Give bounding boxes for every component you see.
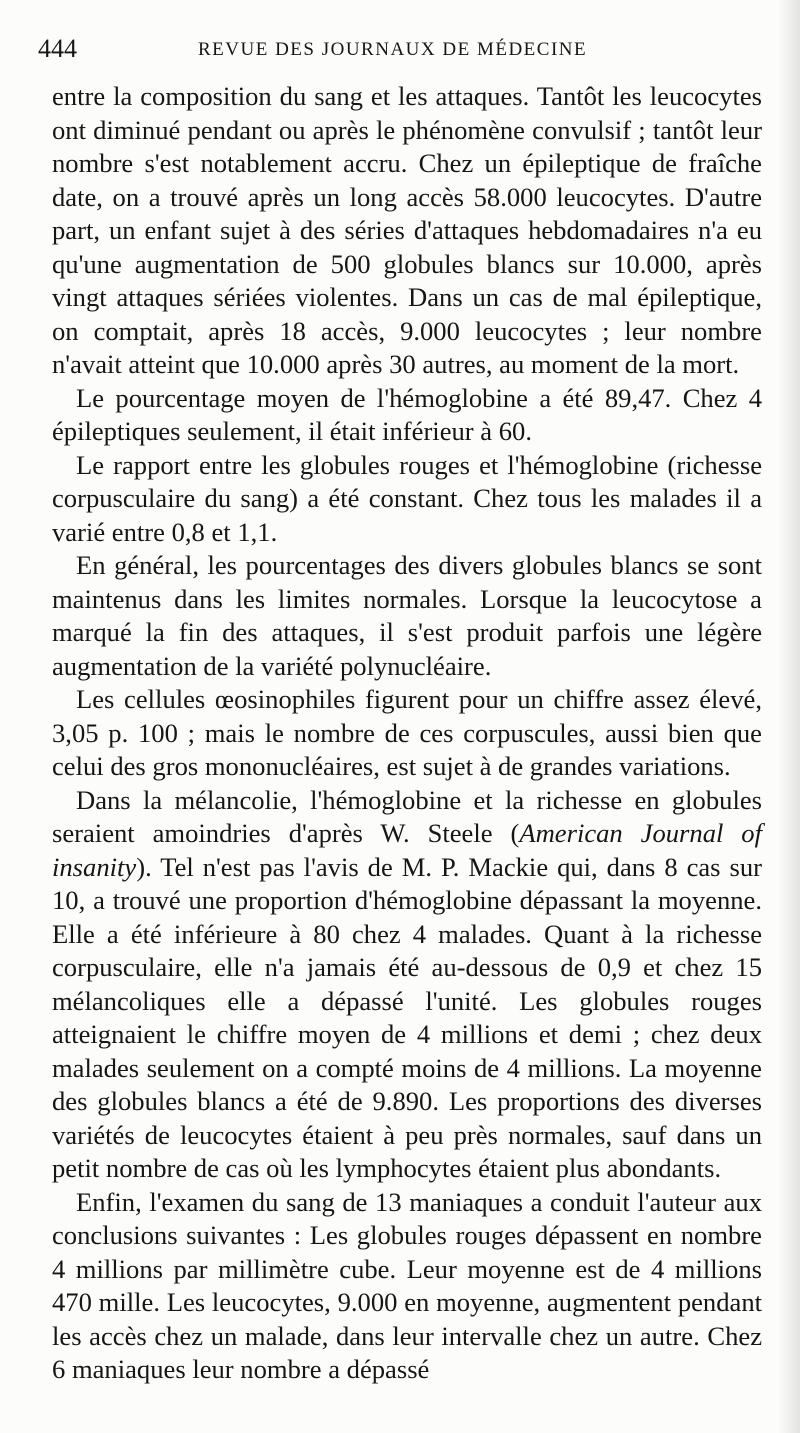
paragraph-rapport: Le rapport entre les globules rouges et l'hémoglobine (richesse corpusculaire du sang) a été constant. Chez tous les malades il a varié entre 0,8 et 1,1. — [52, 449, 762, 547]
page-edge-shadow — [778, 0, 800, 1433]
melancolie-text-end: ). Tel n'est pas l'avis de M. P. Mackie qui, dans 8 cas sur 10, a trouvé une proportion d'hémoglobine dépassant la moyenne. Elle a été inférieure à 80 chez 4 malades. Quant à la richesse corpusculaire, elle n'a jamais été au-dessous de 0,9 et chez 15 mélancoliques elle a dépassé l'unité. Les globules rouges atteignaient le chiffre moyen de 4 millions et demi ; chez deux malades seulement on a compté moins de 4 millions. La moyenne des globules blancs a été de 9.890. Les proportions des diverses variétés de leucocytes étaient à peu près normales, sauf dans un petit nombre de cas où les lymphocytes étaient plus abondants. — [52, 851, 762, 1183]
paragraph-continuation: entre la composition du sang et les attaques. Tantôt les leucocytes ont diminué pendant ou après le phénomène convulsif ; tantôt leur nombre s'est notablement accru. Chez un épileptique de fraîche date, on a trouvé après un long accès 58.000 leucocytes. D'autre part, un enfant sujet à des séries d'attaques hebdomadaires n'a eu qu'une augmentation de 500 globules blancs sur 10.000, après vingt attaques sériées violentes. Dans un cas de mal épileptique, on comptait, après 18 accès, 9.000 leucocytes ; leur nombre n'avait atteint que 10.000 après 30 autres, au moment de la mort. — [52, 81, 762, 379]
journal-title: American Journal of insanity — [52, 818, 762, 882]
paragraph-hemoglobine: Le pourcentage moyen de l'hémoglobine a été 89,47. Chez 4 épileptiques seulement, il était inférieur à 60. — [52, 382, 762, 446]
melancolie-text-start: Dans la mélancolie, l'hémoglobine et la richesse en globules seraient amoindries d'après W. Steele ( — [52, 784, 762, 848]
paragraph-globules-blancs: En général, les pourcentages des divers globules blancs se sont maintenus dans les limites normales. Lorsque la leucocytose a marqué la fin des attaques, il s'est produit parfois une légère augmentation de la variété polynucléaire. — [52, 550, 762, 681]
running-title: REVUE DES JOURNAUX DE MÉDECINE — [198, 39, 588, 60]
body-text — [52, 80, 762, 1387]
paragraph-maniaques: Enfin, l'examen du sang de 13 maniaques a conduit l'auteur aux conclusions suivantes : Les globules rouges dépassent en nombre 4 millions par millimètre cube. Leur moyenne est de 4 millions 470 mille. Les leucocytes, 9.000 en moyenne, augmentent pendant les accès chez un malade, dans leur intervalle chez un autre. Chez 6 maniaques leur nombre a dépassé — [52, 1186, 762, 1384]
page-number: 444 — [38, 34, 77, 63]
page-header — [38, 34, 762, 64]
paragraph-eosinophiles: Les cellules œosinophiles figurent pour un chiffre assez élevé, 3,05 p. 100 ; mais le nombre de ces corpuscules, aussi bien que celui des gros mononucléaires, est sujet à de grandes variations. — [52, 684, 762, 781]
paragraph-melancolie — [52, 784, 762, 1186]
